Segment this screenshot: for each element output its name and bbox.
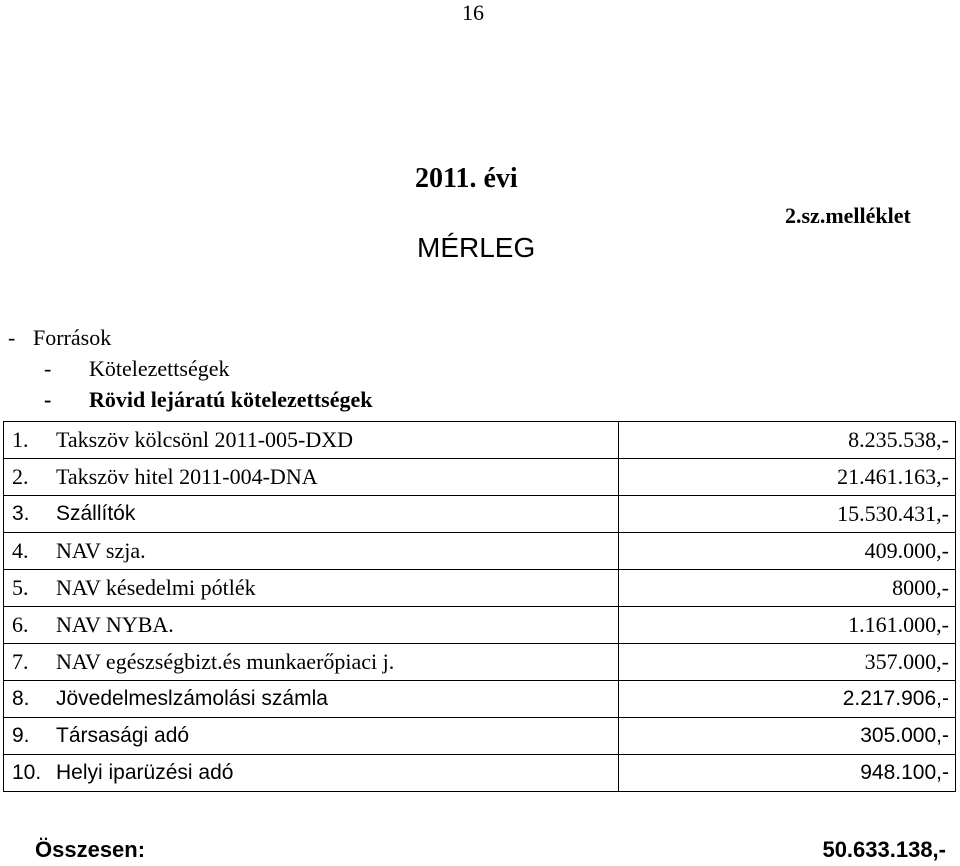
table-row bbox=[4, 496, 956, 533]
item-label-cell bbox=[4, 681, 619, 718]
page-number: 16 bbox=[462, 0, 484, 25]
item-amount: 409.000,- bbox=[619, 533, 956, 570]
total-value: 50.633.138,- bbox=[822, 837, 946, 862]
item-label: Takszöv hitel 2011-004-DNA bbox=[56, 464, 318, 489]
item-label-cell bbox=[4, 533, 619, 570]
table-row bbox=[4, 755, 956, 792]
item-number: 10. bbox=[12, 761, 42, 784]
section-liabilities bbox=[44, 354, 230, 384]
item-amount: 8000,- bbox=[619, 570, 956, 607]
section-sources bbox=[8, 323, 112, 353]
item-amount: 21.461.163,- bbox=[619, 459, 956, 496]
item-label-cell bbox=[4, 459, 619, 496]
table-row bbox=[4, 533, 956, 570]
item-amount: 15.530.431,- bbox=[619, 496, 956, 533]
item-amount: 8.235.538,- bbox=[619, 422, 956, 459]
section-dash: - bbox=[8, 325, 16, 350]
section-label: Kötelezettségek bbox=[89, 356, 230, 381]
table-row bbox=[4, 644, 956, 681]
item-number: 1. bbox=[12, 427, 29, 452]
item-amount: 1.161.000,- bbox=[619, 607, 956, 644]
item-amount: 948.100,- bbox=[619, 755, 956, 792]
item-amount: 357.000,- bbox=[619, 644, 956, 681]
item-label: NAV egészségbizt.és munkaerőpiaci j. bbox=[56, 649, 395, 674]
item-label-cell bbox=[4, 570, 619, 607]
item-label: NAV késedelmi pótlék bbox=[56, 575, 256, 600]
item-number: 7. bbox=[12, 649, 29, 674]
table-row bbox=[4, 718, 956, 755]
item-label: Jövedelmeslzámolási számla bbox=[56, 687, 328, 710]
item-label-cell bbox=[4, 644, 619, 681]
table-row bbox=[4, 607, 956, 644]
liabilities-table bbox=[3, 421, 956, 792]
item-number: 9. bbox=[12, 724, 30, 747]
year-title: 2011. évi bbox=[415, 163, 518, 194]
item-number: 3. bbox=[12, 502, 30, 525]
table-row bbox=[4, 459, 956, 496]
item-label-cell bbox=[4, 607, 619, 644]
item-number: 5. bbox=[12, 575, 29, 600]
section-label: Források bbox=[33, 325, 112, 350]
table-row bbox=[4, 422, 956, 459]
section-dash: - bbox=[44, 356, 52, 381]
item-label-cell bbox=[4, 422, 619, 459]
item-number: 6. bbox=[12, 612, 29, 637]
annex-label: 2.sz.melléklet bbox=[785, 203, 911, 228]
item-label: NAV NYBA. bbox=[56, 612, 174, 637]
item-label-cell bbox=[4, 496, 619, 533]
item-number: 2. bbox=[12, 464, 29, 489]
item-label-cell bbox=[4, 755, 619, 792]
item-label: Helyi iparüzési adó bbox=[56, 761, 234, 784]
item-label: Takszöv kölcsönl 2011-005-DXD bbox=[56, 427, 354, 452]
table-row bbox=[4, 570, 956, 607]
section-short-term-liabilities bbox=[44, 385, 373, 415]
item-number: 8. bbox=[12, 687, 30, 710]
item-label: Szállítók bbox=[56, 502, 136, 525]
section-dash: - bbox=[44, 387, 52, 412]
item-amount: 2.217.906,- bbox=[619, 681, 956, 718]
total-label: Összesen: bbox=[35, 837, 146, 862]
table-row bbox=[4, 681, 956, 718]
document-title: MÉRLEG bbox=[417, 232, 536, 263]
section-label: Rövid lejáratú kötelezettségek bbox=[89, 387, 373, 412]
item-number: 4. bbox=[12, 538, 29, 563]
item-label: Társasági adó bbox=[56, 724, 190, 747]
item-label: NAV szja. bbox=[56, 538, 146, 563]
item-amount: 305.000,- bbox=[619, 718, 956, 755]
item-label-cell bbox=[4, 718, 619, 755]
